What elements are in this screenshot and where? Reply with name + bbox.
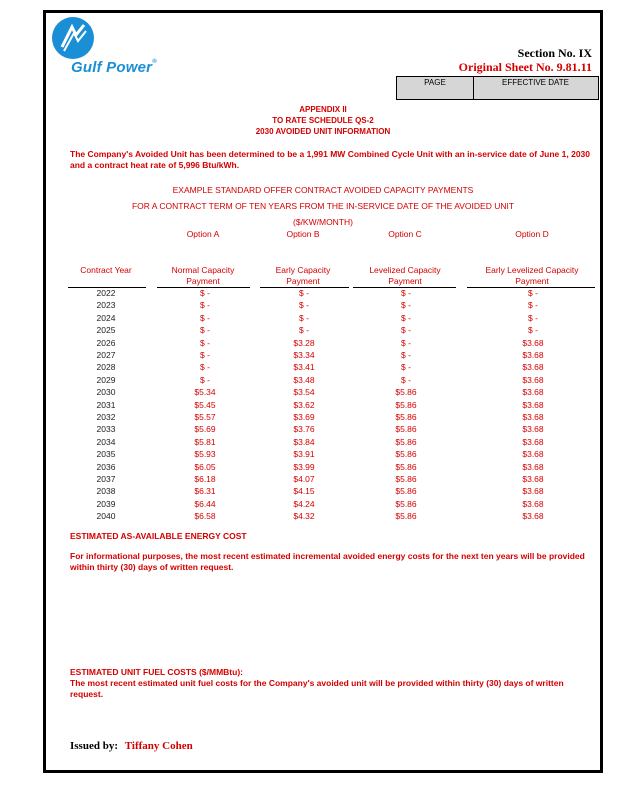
table-cell-payment: $6.58 xyxy=(194,511,216,522)
table-cell-payment: $5.57 xyxy=(194,412,216,422)
table-cell-payment: $5.86 xyxy=(395,399,417,410)
table-cell-payment: $ - xyxy=(401,325,411,336)
table-cell-year: 2040 xyxy=(96,511,116,522)
header-line: Payment xyxy=(186,276,220,286)
appendix-title: APPENDIX II xyxy=(299,105,347,114)
table-cell-payment: $5.86 xyxy=(395,424,417,435)
option-b-label: Option B xyxy=(286,229,320,239)
table-cell-year: 2024 xyxy=(96,312,116,323)
table-cell-year: 2035 xyxy=(96,449,116,460)
header-line: Payment xyxy=(515,276,549,286)
table-cell-payment: $3.76 xyxy=(293,424,315,435)
issuer-name: Tiffany Cohen xyxy=(124,740,193,752)
table-cell-payment: $3.34 xyxy=(293,350,315,360)
table-cell-payment: $5.81 xyxy=(194,436,216,447)
table-cell-payment: $3.68 xyxy=(522,461,544,472)
company-logo-text xyxy=(71,59,157,76)
header-line: Early Levelized Capacity xyxy=(485,265,579,275)
early-capacity-header xyxy=(253,265,353,287)
table-cell-payment: $3.68 xyxy=(522,436,544,447)
table-cell-payment: $3.91 xyxy=(293,449,315,460)
table-cell-payment: $3.99 xyxy=(293,461,315,472)
table-cell-payment: $ - xyxy=(299,288,309,298)
table-cell-payment: $3.68 xyxy=(522,424,544,435)
table-cell-payment: $3.68 xyxy=(522,498,544,509)
table-cell-payment: $5.86 xyxy=(395,498,417,509)
header-line: Levelized Capacity xyxy=(369,265,441,275)
table-cell-payment: $3.68 xyxy=(522,511,544,522)
header-line: Payment xyxy=(388,276,422,286)
logo-registered: ® xyxy=(152,59,157,65)
contract-year-header: Contract Year xyxy=(80,265,132,275)
table-cell-payment: $ - xyxy=(401,362,411,373)
table-cell-year: 2022 xyxy=(96,288,116,298)
table-cell-payment: $4.24 xyxy=(293,498,315,509)
table-cell-payment: $5.86 xyxy=(395,461,417,472)
table-cell-payment: $ - xyxy=(299,325,309,336)
rate-schedule-title: TO RATE SCHEDULE QS-2 xyxy=(272,116,374,125)
table-cell-payment: $3.68 xyxy=(522,374,544,385)
table-cell-payment: $ - xyxy=(200,374,210,385)
table-cell-year: 2033 xyxy=(96,424,116,435)
table-cell-payment: $ - xyxy=(299,300,309,311)
page-label: PAGE xyxy=(397,77,474,99)
issued-by xyxy=(70,740,193,752)
table-cell-payment: $3.48 xyxy=(293,374,315,385)
table-cell-payment: $4.15 xyxy=(293,486,315,497)
table-cell-payment: $ - xyxy=(200,300,210,311)
table-cell-payment: $3.68 xyxy=(522,350,544,360)
table-cell-payment: $5.45 xyxy=(194,399,216,410)
table-cell-payment: $ - xyxy=(200,350,210,360)
table-cell-payment: $3.68 xyxy=(522,387,544,398)
table-cell-year: 2028 xyxy=(96,362,116,373)
gulf-power-logo-icon xyxy=(52,17,94,59)
table-cell-payment: $5.86 xyxy=(395,486,417,497)
example-line-2: FOR A CONTRACT TERM OF TEN YEARS FROM THE IN-SERVICE DATE OF THE AVOIDED UNIT xyxy=(131,201,515,211)
document-page xyxy=(43,10,603,773)
page-date-box xyxy=(396,76,599,100)
table-cell-payment: $3.68 xyxy=(522,486,544,497)
table-cell-payment: $ - xyxy=(401,337,411,348)
table-cell-payment: $3.62 xyxy=(293,399,315,410)
table-cell-payment: $5.86 xyxy=(395,436,417,447)
table-cell-payment: $ - xyxy=(200,312,210,323)
levelized-capacity-header xyxy=(350,265,460,287)
table-cell-year: 2036 xyxy=(96,461,116,472)
table-cell-payment: $ - xyxy=(200,362,210,373)
table-cell-year: 2030 xyxy=(96,387,116,398)
table-cell-payment: $5.86 xyxy=(395,387,417,398)
table-cell-year: 2034 xyxy=(96,436,116,447)
units-label: ($/KW/MONTH) xyxy=(293,217,353,227)
sheet-number: Original Sheet No. 9.81.11 xyxy=(458,60,592,74)
header-line: Early Capacity xyxy=(275,265,331,275)
table-cell-payment: $3.68 xyxy=(522,362,544,373)
table-cell-payment: $5.86 xyxy=(395,449,417,460)
table-cell-year: 2039 xyxy=(96,498,116,509)
table-cell-payment: $ - xyxy=(401,312,411,323)
table-cell-year: 2023 xyxy=(96,300,116,311)
fuel-cost-heading: ESTIMATED UNIT FUEL COSTS ($/MMBtu): xyxy=(70,667,243,677)
table-cell-payment: $6.44 xyxy=(194,498,216,509)
energy-cost-text: For informational purposes, the most recent estimated incremental avoided energy costs for the next ten years will be provided within thirty (30) days of written request. xyxy=(70,551,585,572)
table-cell-year: 2026 xyxy=(96,337,116,348)
table-cell-payment: $3.54 xyxy=(293,387,315,398)
intro-paragraph: The Company's Avoided Unit has been determined to be a 1,991 MW Combined Cycle Unit with an in-service date of June 1, 2030 and a contract heat rate of 5,996 Btu/kWh. xyxy=(70,149,591,170)
table-cell-year: 2032 xyxy=(96,412,116,422)
table-cell-payment: $ - xyxy=(200,337,210,348)
table-cell-payment: $ - xyxy=(528,325,538,336)
table-cell-year: 2038 xyxy=(96,486,116,497)
table-cell-payment: $5.86 xyxy=(395,474,417,484)
table-cell-payment: $ - xyxy=(200,325,210,336)
table-cell-payment: $3.68 xyxy=(522,449,544,460)
table-cell-payment: $3.68 xyxy=(522,399,544,410)
early-levelized-capacity-header xyxy=(467,265,597,287)
example-line-1: EXAMPLE STANDARD OFFER CONTRACT AVOIDED CAPACITY PAYMENTS xyxy=(172,185,474,195)
table-cell-year: 2025 xyxy=(96,325,116,336)
option-d-label: Option D xyxy=(515,229,549,239)
table-cell-payment: $3.84 xyxy=(293,436,315,447)
issued-by-label: Issued by: xyxy=(70,740,118,752)
table-cell-payment: $5.93 xyxy=(194,449,216,460)
option-a-label: Option A xyxy=(186,229,220,239)
fuel-cost-text: The most recent estimated unit fuel costs for the Company's avoided unit will be provided within thirty (30) days of written request. xyxy=(70,678,564,699)
table-cell-payment: $5.86 xyxy=(395,511,417,522)
table-cell-payment: $4.32 xyxy=(293,511,315,522)
table-cell-payment: $5.69 xyxy=(194,424,216,435)
table-cell-year: 2037 xyxy=(96,474,116,484)
table-cell-payment: $ - xyxy=(401,300,411,311)
table-cell-year: 2027 xyxy=(96,350,116,360)
section-number: Section No. IX xyxy=(517,46,592,60)
table-cell-payment: $5.86 xyxy=(395,412,417,422)
table-cell-payment: $6.31 xyxy=(194,486,216,497)
header-line: Normal Capacity xyxy=(171,265,235,275)
option-c-label: Option C xyxy=(388,229,422,239)
table-cell-payment: $ - xyxy=(528,288,538,298)
table-cell-payment: $3.68 xyxy=(522,412,544,422)
table-cell-payment: $ - xyxy=(401,288,411,298)
effective-date-label: EFFECTIVE DATE xyxy=(502,78,569,87)
energy-cost-heading: ESTIMATED AS-AVAILABLE ENERGY COST xyxy=(70,531,247,541)
table-cell-payment: $6.18 xyxy=(194,474,216,484)
table-cell-payment: $ - xyxy=(401,350,411,360)
table-cell-payment: $4.07 xyxy=(293,474,315,484)
table-cell-payment: $ - xyxy=(528,300,538,311)
logo-name: Gulf Power xyxy=(71,59,153,76)
table-cell-payment: $ - xyxy=(528,312,538,323)
table-cell-payment: $ - xyxy=(401,374,411,385)
avoided-unit-title: 2030 AVOIDED UNIT INFORMATION xyxy=(255,127,391,136)
table-cell-payment: $3.68 xyxy=(522,337,544,348)
table-cell-payment: $5.34 xyxy=(194,387,216,398)
table-cell-year: 2029 xyxy=(96,374,116,385)
table-cell-payment: $6.05 xyxy=(194,461,216,472)
table-cell-payment: $3.68 xyxy=(522,474,544,484)
table-cell-payment: $ - xyxy=(299,312,309,323)
table-cell-payment: $3.28 xyxy=(293,337,315,348)
table-cell-payment: $ - xyxy=(200,288,210,298)
table-cell-year: 2031 xyxy=(96,399,116,410)
normal-capacity-header xyxy=(153,265,253,287)
header-line: Payment xyxy=(286,276,320,286)
table-cell-payment: $3.69 xyxy=(293,412,315,422)
table-cell-payment: $3.41 xyxy=(293,362,315,373)
